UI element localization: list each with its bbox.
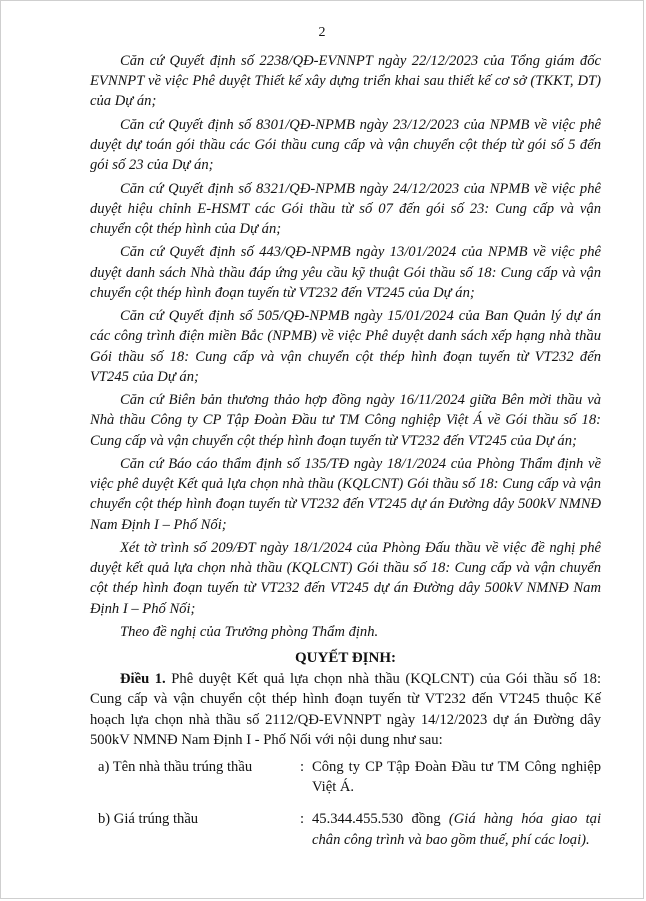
recital-paragraph: Căn cứ Quyết định số 505/QĐ-NPMB ngày 15/01/2024 của Ban Quản lý dự án các công trình điện miền Bắc (NPMB) về việc Phê duyệt danh sách xếp hạng nhà thầu Gói thầu số 18: Cung cấp và vận chuyển cột thép hình đoạn tuyến từ VT232 đến VT245 của Dự án; bbox=[90, 308, 601, 385]
document-body bbox=[90, 51, 601, 862]
item-value bbox=[312, 809, 601, 849]
recital-paragraph: Căn cứ Báo cáo thẩm định số 135/TĐ ngày 18/1/2024 của Phòng Thẩm định về việc phê duyệt Kết quả lựa chọn nhà thầu (KQLCNT) Gói thầu số 18: Cung cấp và vận chuyển cột thép hình đoạn tuyến từ VT232 đến VT245 dự án Đường dây 500kV NMNĐ Nam Định I – Phố Nối; bbox=[90, 455, 601, 533]
article-1 bbox=[90, 669, 601, 750]
item-value: Công ty CP Tập Đoàn Đầu tư TM Công nghiệp Việt Á. bbox=[312, 759, 601, 796]
price-note: (Giá hàng hóa giao tại chân công trình và bao gồm thuế, phí các loại). bbox=[312, 811, 601, 848]
recital-paragraph: Căn cứ Quyết định số 2238/QĐ-EVNNPT ngày 22/12/2023 của Tổng giám đốc EVNNPT về việc Phê duyệt Thiết kế xây dựng triển khai sau thiết kế cơ sở (TKKT, DT) của Dự án; bbox=[90, 53, 601, 110]
recital-paragraph: Căn cứ Quyết định số 8321/QĐ-NPMB ngày 24/12/2023 của NPMB về việc phê duyệt hiệu chỉnh E-HSMT các Gói thầu từ số 07 đến gói số 23: Cung cấp và vận chuyển cột thép hình của Dự án; bbox=[90, 180, 601, 237]
article-1-label: Điều 1. bbox=[120, 671, 166, 688]
item-row-contractor: a) Tên nhà thầu trúng thầu : Công ty CP Tập Đoàn Đầu tư TM Công nghiệp Việt Á. bbox=[90, 757, 601, 797]
decision-heading: QUYẾT ĐỊNH: bbox=[295, 650, 396, 667]
recital-paragraph: Căn cứ Biên bản thương thảo hợp đồng ngày 16/11/2024 giữa Bên mời thầu và Nhà thầu Công ty CP Tập Đoàn Đầu tư TM Công nghiệp Việt Á về Gói thầu số 18: Cung cấp và vận chuyển cột thép hình đoạn tuyến từ VT232 đến VT245 của Dự án; bbox=[90, 392, 601, 449]
recital-paragraph: Theo đề nghị của Trưởng phòng Thẩm định. bbox=[120, 623, 379, 640]
recital-paragraph: Xét tờ trình số 209/ĐT ngày 18/1/2024 của Phòng Đấu thầu về việc đề nghị phê duyệt kết quả lựa chọn nhà thầu (KQLCNT) Gói thầu số 18: Cung cấp và vận chuyển cột thép hình đoạn tuyến từ VT232 đến VT245 dự án Đường dây 500kV NMNĐ Nam Định I – Phố Nối; bbox=[90, 539, 601, 617]
item-row-price: b) Giá trúng thầu : 45.344.455.530 đồng (Giá hàng hóa giao tại chân công trình và bao gồm thuế, phí các loại). bbox=[90, 809, 601, 849]
recital-paragraph: Căn cứ Quyết định số 8301/QĐ-NPMB ngày 23/12/2023 của NPMB về việc phê duyệt dự toán gói thầu các Gói thầu cung cấp và vận chuyển cột thép từ gói số 5 đến gói số 23 của Dự án; bbox=[90, 116, 601, 174]
winning-price: 45.344.455.530 đồng bbox=[312, 811, 449, 828]
item-label: a) Tên nhà thầu trúng thầu bbox=[98, 759, 253, 775]
article-1-text: Phê duyệt Kết quả lựa chọn nhà thầu (KQLCNT) của Gói thầu số 18: Cung cấp và vận chuyển cột thép hình đoạn tuyến từ VT232 đến VT245 thuộc Kế hoạch lựa chọn nhà thầu số 2112/QĐ-EVNNPT ngày 14/12/2023 dự án Đường dây 500kV NMNĐ Nam Định I - Phố Nối với nội dung như sau: bbox=[90, 671, 602, 748]
item-label: b) Giá trúng thầu bbox=[98, 811, 199, 828]
page-number: 2 bbox=[318, 25, 326, 40]
recital-paragraph: Căn cứ Quyết định số 443/QĐ-NPMB ngày 13/01/2024 của NPMB về việc phê duyệt danh sách Nhà thầu đáp ứng yêu cầu kỹ thuật Gói thầu số 18: Cung cấp và vận chuyển cột thép hình đoạn tuyến từ VT232 đến VT245 của Dự án; bbox=[90, 244, 601, 301]
